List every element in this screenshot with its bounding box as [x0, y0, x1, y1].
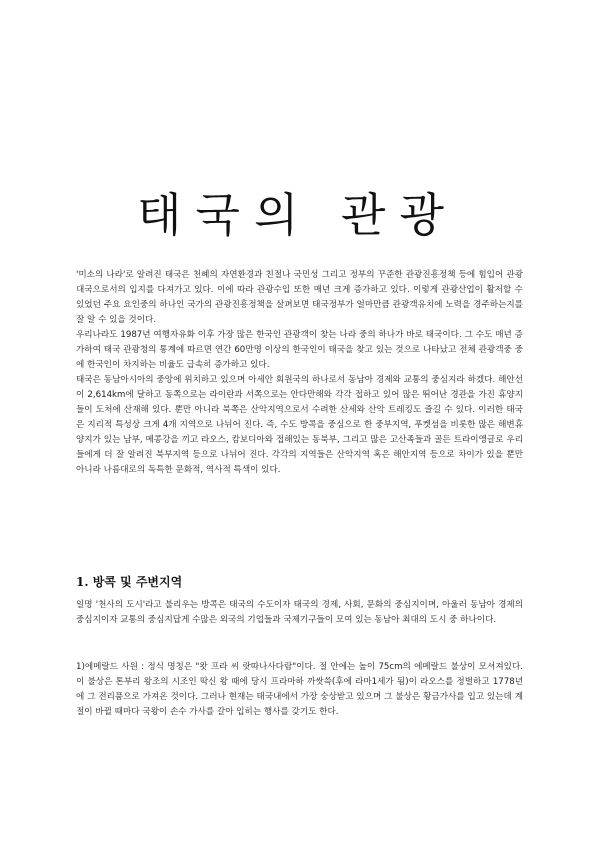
section1-paragraph: 일명 '천사의 도시'라고 불리우는 방콕은 태국의 수도이자 태국의 경제, 사회, 문화의 중심지이며, 아울러 동남아 경제의 중심지이자 교통의 중심지답게 수많은 외국의 기업들과 국제기구들이 모여 있는 동남아 최대의 도시 중 하나이다. [76, 600, 523, 625]
intro-paragraph-1: '미소의 나라'로 알려진 태국은 천혜의 자연환경과 친절나 국민성 그리고 정부의 꾸준한 관광진흥정책 등에 힘입어 관광대국으로서의 입지를 다져가고 있다. 이에 따라 관광수입 또한 매년 크게 증가하고 있다. 이렇게 관광산업이 활저할 수 있었던 주요 요인중의 하나인 국가의 관광진흥정책을 살펴보면 태국정부가 얼마만큼 관광객유치에 노력을 경주하는지를 잘 알 수 있을 것이다. [76, 270, 523, 325]
section1-text [76, 598, 523, 628]
section-heading: 1. 방콕 및 주변지역 [76, 575, 183, 589]
page-title: 태국의 관광 [137, 188, 458, 242]
section1-item-1: 1)에메랄드 사원 : 정식 명칭은 "왓 프라 씨 랏따나사다람"이다. 절 안에는 높이 75cm의 에메랄드 불상이 모셔져있다. 이 불상은 톤부리 왕조의 시조인 딱신 왕 때에 당시 프라마하 까쌋쓱(후에 라마1세가 됨)이 라오스를 정벌하고 1778년에 그 전리품으로 가져온 것이다. 그러나 현재는 태국내에서 가장 숭상받고 있으며 그 불상은 황금가사를 입고 있는데 계절이 바뀔 때마다 국왕이 손수 가사를 갈아 입히는 행사를 갖기도 한다. [76, 662, 523, 717]
intro-paragraph-3: 태국은 동남아시아의 중앙에 위치하고 있으며 아세안 회원국의 하나로서 동남아 경제와 교통의 중심지라 하겠다. 해안선이 2,614km에 달하고 동쪽으로는 라이란과 서쪽으로는 안다만해와 각각 접하고 있어 많은 뛰어난 경관을 가진 휴양지들이 도처에 산재해 있다. 뿐만 아니라 북쪽은 산악지역으로서 수려한 산세와 산악 트레킹도 즐길 수 있다. 이러한 태국은 지리적 특성상 크게 4개 지역으로 나뉘어 진다. 즉, 수도 방콕을 중심으로 한 중부지역, 푸켓섬을 비롯한 많은 해변휴양지가 있는 남부, 메콩강을 끼고 라오스, 캄보디아와 접해있는 동북부, 그리고 많은 고산족들과 골든 트라이앵글로 우리들에게 더 잘 알려진 북부지역 등으로 나뉘어 진다. 각각의 지역들은 산악지역 혹은 해안지역 등으로 차이가 있을 뿐만 아니라 나름대로의 독특한 문화적, 역사적 특색이 있다. [76, 375, 523, 475]
intro-text [76, 268, 523, 478]
section1-item-text [76, 660, 523, 720]
intro-paragraph-2: 우리나라도 1987년 여행자유화 이후 가장 많은 한국인 관광객이 찾는 나라 중의 하나가 바로 태국이다. 그 수도 매년 증가하여 태국 관광청의 통계에 따르면 연간 60만명 이상의 한국인이 태국을 찾고 있는 것으로 나타났고 전체 관광객중 중에 한국인이 차지하는 비율도 급속히 증가하고 있다. [76, 330, 523, 370]
